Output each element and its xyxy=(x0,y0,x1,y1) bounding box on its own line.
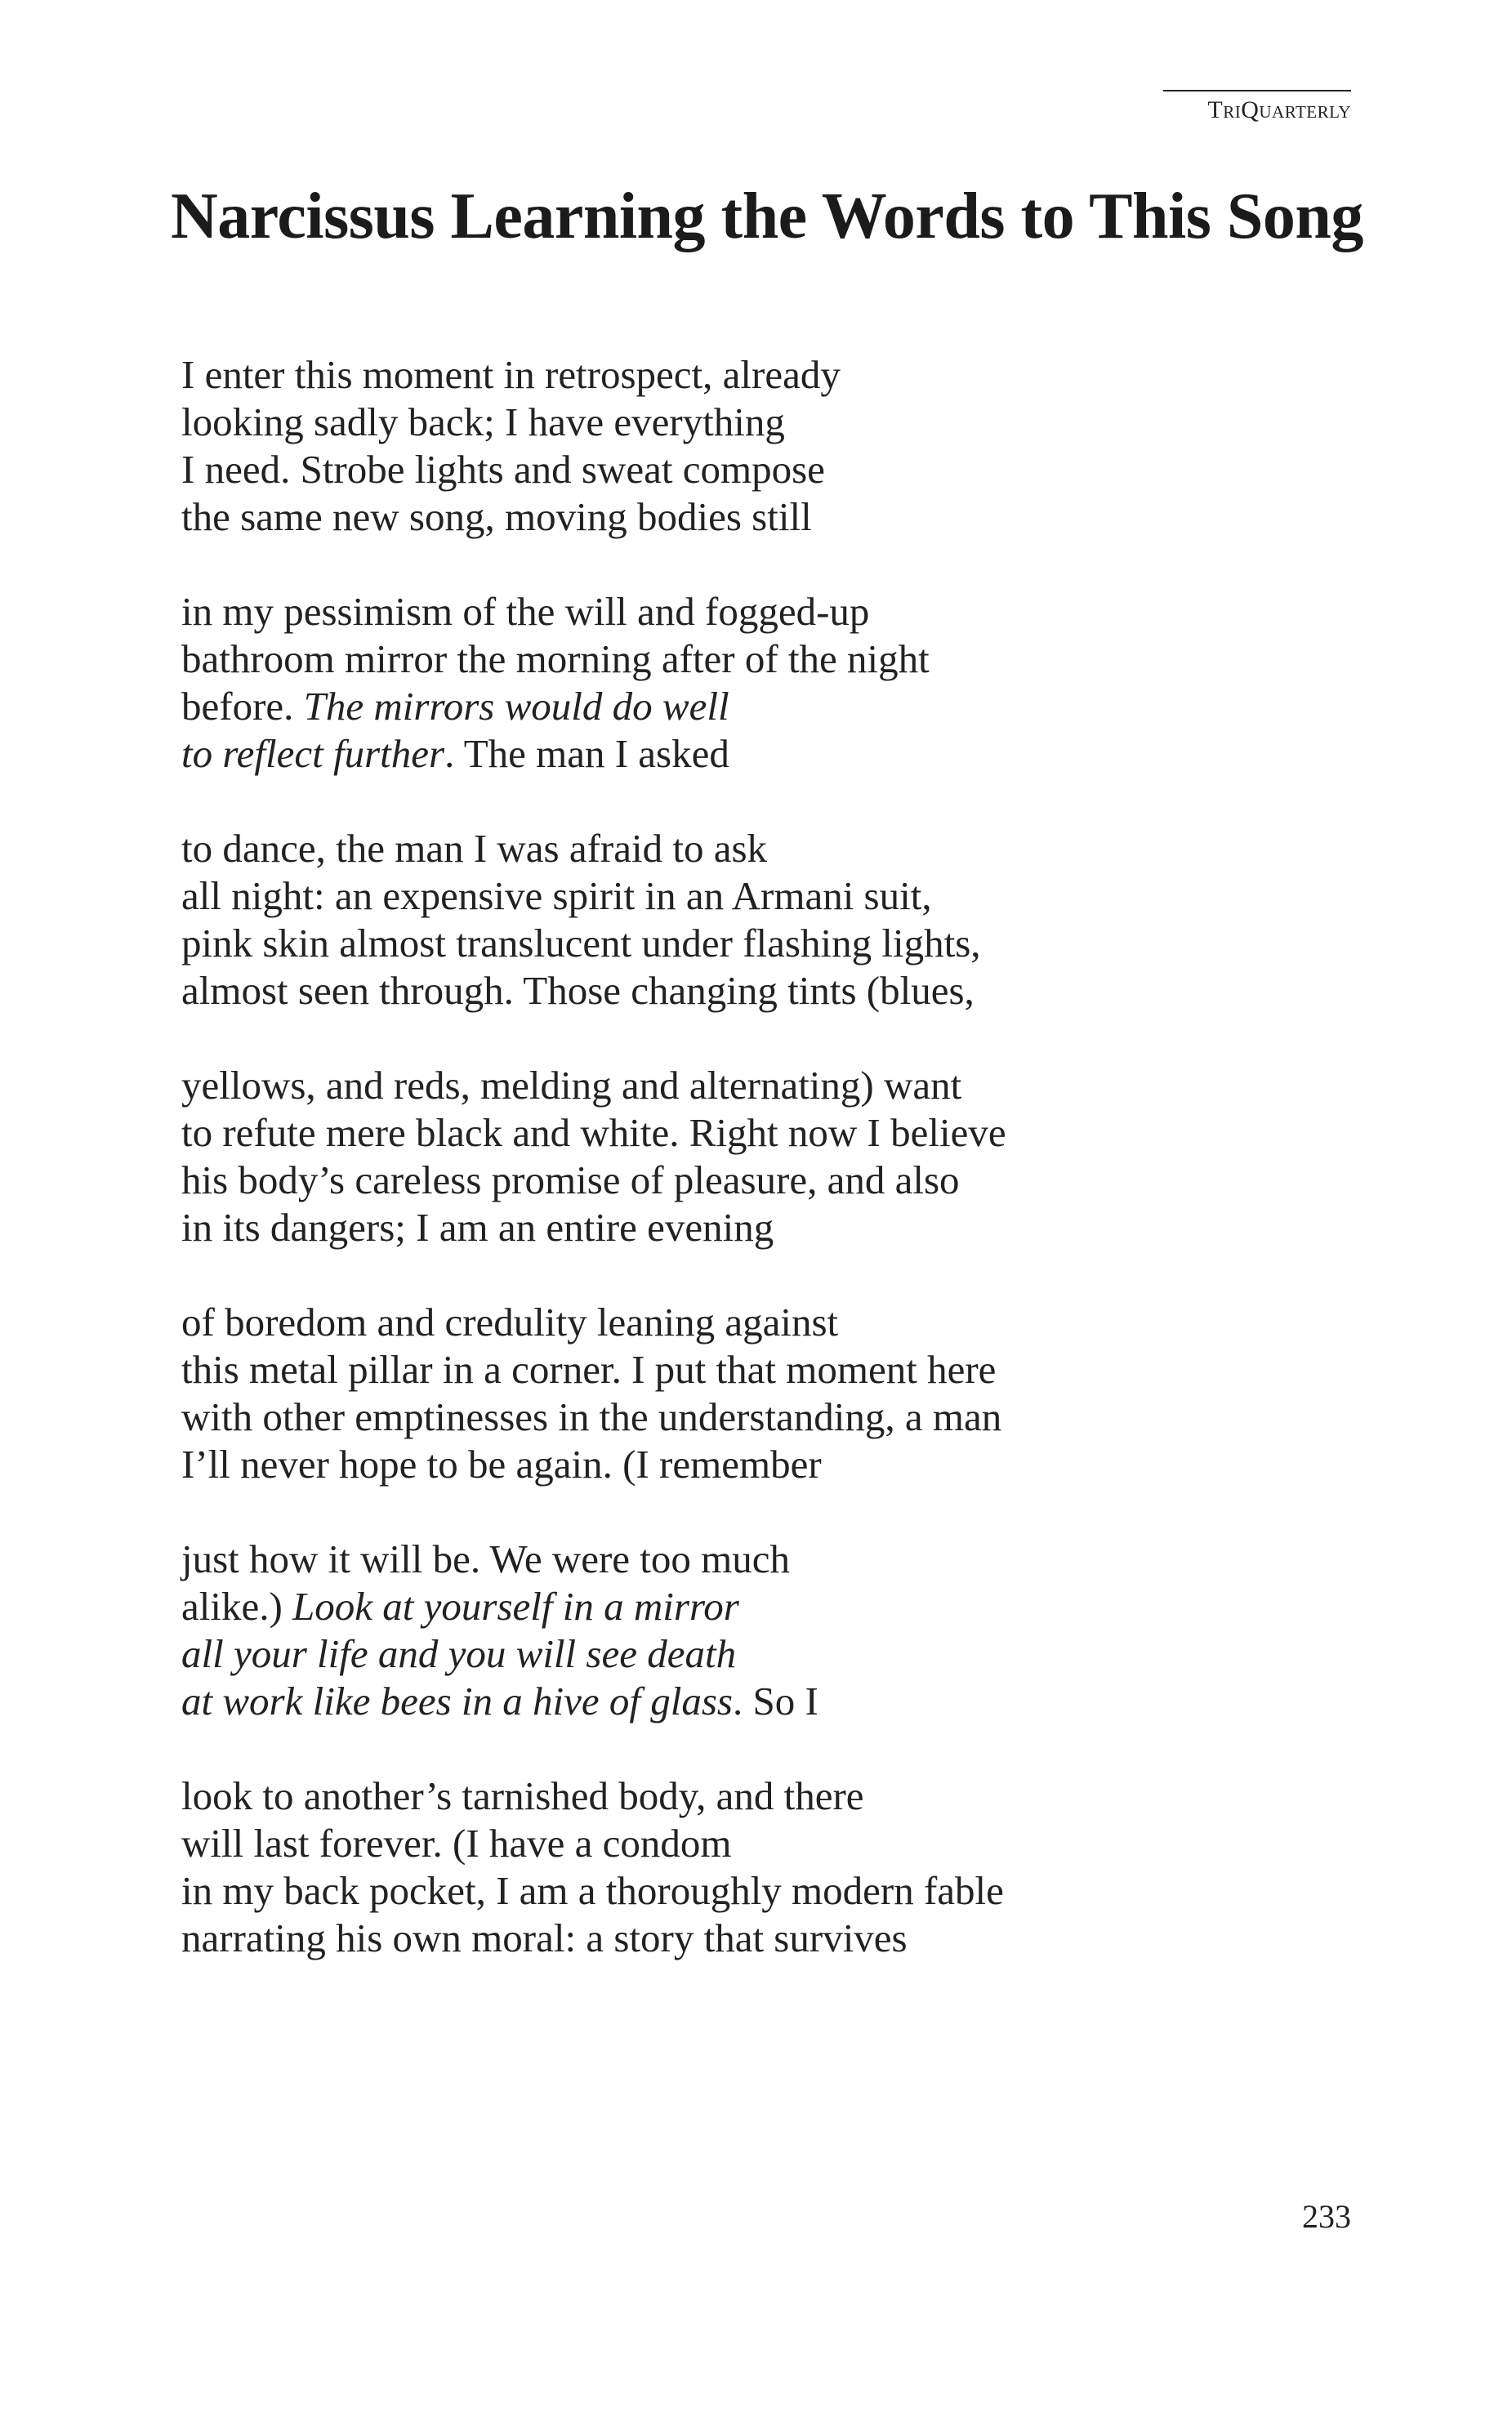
line-text: in my back pocket, I am a thoroughly modern fable xyxy=(181,1868,1004,1913)
line-text: with other emptinesses in the understanding, a man xyxy=(181,1394,1002,1439)
line-text: will last forever. (I have a condom xyxy=(181,1821,732,1866)
line-text: of boredom and credulity leaning against xyxy=(181,1300,839,1345)
line-text: I’ll never hope to be again. (I remember xyxy=(181,1442,822,1487)
italic-text: at work like bees in a hive of glass xyxy=(181,1679,733,1724)
poem-line xyxy=(181,1394,1366,1441)
line-text: looking sadly back; I have everything xyxy=(181,399,785,444)
line-text: the same new song, moving bodies still xyxy=(181,494,812,539)
page-number: 233 xyxy=(1302,2198,1351,2235)
poem-line xyxy=(181,1630,1366,1678)
stanza xyxy=(181,351,1366,541)
stanza xyxy=(181,1299,1366,1488)
poem-line xyxy=(181,588,1366,635)
poem-line xyxy=(181,1915,1366,1962)
line-text: pink skin almost translucent under flashing lights, xyxy=(181,921,981,965)
poem-line xyxy=(181,872,1366,920)
stanza xyxy=(181,588,1366,778)
poem-line xyxy=(181,1299,1366,1346)
line-text: to dance, the man I was afraid to ask xyxy=(181,826,768,871)
poem-line xyxy=(181,1109,1366,1157)
line-text: in its dangers; I am an entire evening xyxy=(181,1205,774,1250)
poem-body xyxy=(181,351,1366,2009)
line-text: before. xyxy=(181,684,304,729)
poem-line xyxy=(181,399,1366,446)
stanza xyxy=(181,1773,1366,1962)
running-head: TriQuarterly xyxy=(1163,90,1351,124)
line-text: to refute mere black and white. Right now I believe xyxy=(181,1110,1006,1155)
line-text: in my pessimism of the will and fogged-up xyxy=(181,589,870,634)
poem-line xyxy=(181,1441,1366,1488)
poem-line xyxy=(181,683,1366,730)
poem-line xyxy=(181,730,1366,778)
poem-line xyxy=(181,1346,1366,1394)
line-text: . The man I asked xyxy=(444,731,729,776)
line-text: all night: an expensive spirit in an Armani suit, xyxy=(181,873,932,918)
line-text: almost seen through. Those changing tints (blues, xyxy=(181,968,975,1013)
line-text: alike.) xyxy=(181,1584,293,1629)
poem-line xyxy=(181,351,1366,399)
line-text: bathroom mirror the morning after of the night xyxy=(181,636,930,681)
poem-line xyxy=(181,1536,1366,1583)
poem-line xyxy=(181,1583,1366,1630)
line-text: yellows, and reds, melding and alternating) want xyxy=(181,1063,962,1108)
italic-text: to reflect further xyxy=(181,731,445,776)
line-text: his body’s careless promise of pleasure, and also xyxy=(181,1157,960,1202)
poem-line xyxy=(181,1157,1366,1204)
poem-line xyxy=(181,825,1366,872)
italic-text: all your life and you will see death xyxy=(181,1631,737,1676)
poem-line xyxy=(181,635,1366,683)
poem-line xyxy=(181,1820,1366,1867)
line-text: look to another’s tarnished body, and there xyxy=(181,1773,864,1818)
stanza xyxy=(181,1536,1366,1725)
line-text: . So I xyxy=(733,1679,818,1724)
stanza xyxy=(181,1062,1366,1251)
poem-line xyxy=(181,920,1366,967)
poem-line xyxy=(181,1678,1366,1725)
line-text: just how it will be. We were too much xyxy=(181,1536,791,1581)
poem-line xyxy=(181,493,1366,541)
italic-text: Look at yourself in a mirror xyxy=(292,1584,739,1629)
stanza xyxy=(181,825,1366,1015)
poem-line xyxy=(181,1204,1366,1251)
italic-text: The mirrors would do well xyxy=(303,684,729,729)
poem-line xyxy=(181,1773,1366,1820)
poem-line xyxy=(181,967,1366,1015)
poem-line xyxy=(181,1867,1366,1915)
poem-line xyxy=(181,446,1366,493)
poem-line xyxy=(181,1062,1366,1109)
line-text: I need. Strobe lights and sweat compose xyxy=(181,447,825,492)
line-text: this metal pillar in a corner. I put that moment here xyxy=(181,1347,997,1392)
line-text: narrating his own moral: a story that survives xyxy=(181,1915,908,1960)
poem-title: Narcissus Learning the Words to This Song xyxy=(171,181,1363,252)
line-text: I enter this moment in retrospect, already xyxy=(181,352,841,397)
